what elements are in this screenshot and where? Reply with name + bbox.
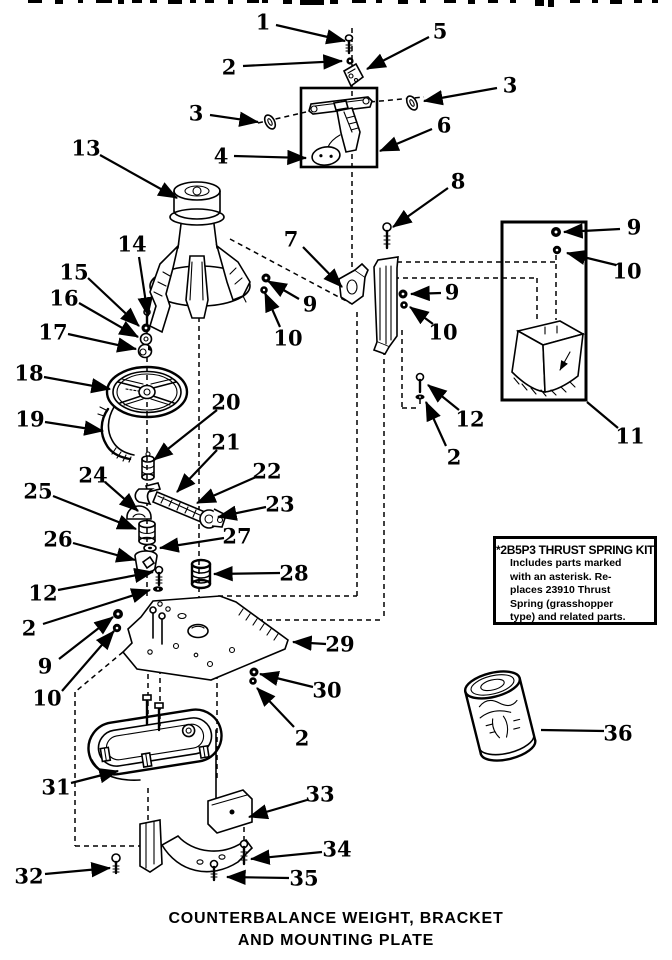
- callout-2-leader: [243, 61, 342, 66]
- callout-27-leader: [160, 538, 224, 548]
- callout-15-number: 15: [59, 259, 89, 285]
- lubricant-can-36: [462, 667, 538, 766]
- callout-10-number: 10: [32, 685, 62, 711]
- callout-29-number: 29: [325, 631, 355, 657]
- pivot-arm-assembly-6: [309, 97, 372, 152]
- callout-24-leader: [105, 482, 138, 511]
- callout-9-number: 9: [444, 279, 460, 305]
- callout-32: [14, 864, 110, 889]
- callout-30-number: 30: [312, 677, 342, 703]
- callout-33-number: 33: [305, 781, 335, 807]
- callout-33-leader: [249, 800, 307, 817]
- kit-note-text-line: type) and related parts.: [510, 611, 626, 623]
- callout-30: [260, 674, 342, 703]
- callout-18-number: 18: [14, 360, 44, 386]
- callout-2: [222, 55, 342, 80]
- counterweight-block-11: [512, 321, 583, 396]
- callout-10-number: 10: [428, 319, 458, 345]
- callout-9-leader: [564, 229, 620, 232]
- callout-21-leader: [177, 450, 217, 492]
- callout-12-leader: [428, 385, 459, 410]
- callout-6: [380, 113, 451, 152]
- washer-16: [141, 334, 152, 345]
- callout-3-leader: [210, 115, 258, 122]
- mounting-clip-5: [344, 64, 363, 86]
- clamp-bracket-7: [339, 264, 368, 304]
- callout-25-leader: [53, 496, 136, 529]
- callout-25-number: 25: [23, 478, 53, 504]
- callout-4-leader: [234, 156, 306, 158]
- callout-2-leader: [43, 590, 150, 624]
- callout-28-leader: [214, 573, 280, 574]
- counterbalance-weight-31: [85, 695, 225, 800]
- callout-19-leader: [45, 422, 103, 431]
- callout-32-leader: [45, 868, 110, 874]
- callout-8-leader: [393, 188, 448, 227]
- callout-22-leader: [197, 477, 256, 503]
- callout-21-number: 21: [211, 429, 241, 455]
- callout-34: [251, 837, 352, 862]
- callout-1-number: 1: [255, 9, 271, 35]
- callout-9-number: 9: [302, 291, 318, 317]
- callout-36-leader: [541, 730, 604, 731]
- callout-7-leader: [303, 247, 342, 287]
- mounting-plate-29: [123, 596, 288, 680]
- callout-35: [227, 866, 319, 891]
- nut-9-channel: [399, 290, 408, 299]
- callout-34-leader: [251, 852, 322, 859]
- callout-2-leader: [257, 688, 294, 727]
- diagram-title-line2: AND MOUNTING PLATE: [237, 932, 435, 949]
- callout-6-leader: [380, 129, 432, 151]
- callout-2-number: 2: [21, 615, 37, 641]
- spring-28: [192, 560, 210, 588]
- callout-35-leader: [227, 877, 289, 878]
- dome-cap-24: [127, 506, 151, 519]
- callout-19-number: 19: [15, 406, 45, 432]
- callout-15-leader: [88, 278, 139, 326]
- callout-30-leader: [260, 674, 313, 687]
- callout-12-number: 12: [28, 580, 58, 606]
- callout-10-number: 10: [273, 325, 303, 351]
- callout-10-leader: [265, 293, 280, 327]
- callout-18: [14, 361, 110, 390]
- callout-16-number: 16: [49, 285, 79, 311]
- cup-26: [135, 551, 157, 572]
- callout-3: [189, 101, 258, 126]
- callout-5-leader: [367, 37, 429, 69]
- callout-18-leader: [44, 377, 110, 389]
- callout-9-leader: [268, 281, 299, 299]
- callout-12-leader: [58, 572, 153, 590]
- callout-14: [117, 232, 148, 317]
- callout-13: [71, 136, 177, 199]
- callout-17-leader: [68, 334, 136, 349]
- kit-note-heading: *2B5P3 THRUST SPRING KIT: [496, 543, 655, 557]
- callout-4: [214, 144, 306, 169]
- washer-10-left: [113, 624, 121, 632]
- callout-22-number: 22: [252, 458, 282, 484]
- pulley-18: [107, 367, 187, 417]
- nut-15: [142, 324, 151, 333]
- diagram-title-line1: COUNTERBALANCE WEIGHT, BRACKET: [168, 910, 504, 927]
- callout-2-number: 2: [294, 725, 310, 751]
- callout-29: [293, 632, 355, 657]
- callout-36-number: 36: [603, 720, 633, 746]
- nut-30: [250, 668, 259, 677]
- callout-3-number: 3: [188, 100, 204, 126]
- callout-29-leader: [293, 642, 326, 644]
- transmission-assembly-13: [150, 182, 271, 332]
- callout-26-number: 26: [43, 526, 73, 552]
- callout-1-leader: [276, 25, 345, 41]
- callout-21: [177, 430, 241, 493]
- thrust-spring-kit-note: [493, 536, 657, 625]
- callout-1: [256, 10, 345, 42]
- kit-note-text-line: Spring (grasshopper: [510, 597, 614, 610]
- nut-9-box: [551, 227, 561, 237]
- callout-10-number: 10: [612, 258, 642, 284]
- callout-6-number: 6: [436, 112, 452, 138]
- callout-23-leader: [218, 507, 266, 517]
- callout-8: [393, 169, 465, 228]
- callout-5-number: 5: [432, 18, 448, 44]
- callout-14-number: 14: [117, 231, 147, 257]
- callout-5: [367, 19, 447, 70]
- bearing-clip-3-left: [263, 113, 278, 130]
- callout-10: [410, 307, 458, 345]
- callout-16-leader: [79, 303, 138, 337]
- callout-11-number: 11: [615, 423, 645, 449]
- callout-20-leader: [154, 410, 217, 460]
- nut-9-left: [113, 609, 123, 619]
- callout-20-number: 20: [211, 389, 241, 415]
- callout-19: [15, 407, 103, 432]
- kit-note-text-line: Includes parts marked: [510, 557, 622, 569]
- bearing-17: [139, 345, 152, 358]
- callout-2: [257, 688, 309, 751]
- callout-11-leader: [587, 402, 618, 428]
- screw-12-right: [416, 374, 425, 400]
- callout-12: [28, 572, 153, 606]
- callout-10: [265, 293, 303, 351]
- callout-4-number: 4: [213, 143, 229, 169]
- channel-bracket: [374, 257, 398, 354]
- callout-28-number: 28: [279, 560, 309, 586]
- callout-9-number: 9: [37, 653, 53, 679]
- callout-26-leader: [73, 543, 135, 560]
- callout-24-number: 24: [78, 462, 108, 488]
- washer-10-box: [553, 246, 561, 254]
- callout-9-number: 9: [626, 214, 642, 240]
- callout-7: [284, 227, 342, 288]
- callout-9: [411, 280, 459, 305]
- callout-13-leader: [100, 155, 177, 198]
- callout-9-leader: [59, 617, 113, 659]
- callout-12-number: 12: [455, 406, 485, 432]
- callout-10: [567, 253, 642, 284]
- callout-2-leader: [426, 402, 446, 446]
- callout-33: [249, 782, 335, 818]
- callout-3: [424, 73, 517, 102]
- callout-14-leader: [139, 257, 148, 316]
- spring-20: [142, 452, 154, 480]
- bolt-34: [241, 841, 248, 865]
- diagram-title: [0, 908, 672, 952]
- callout-31-number: 31: [41, 774, 71, 800]
- callout-28: [214, 561, 309, 586]
- callout-26: [43, 527, 135, 561]
- callout-2-number: 2: [221, 54, 237, 80]
- callout-27-number: 27: [222, 523, 252, 549]
- callout-23-number: 23: [265, 491, 295, 517]
- callout-17: [38, 320, 136, 350]
- bolt-32: [112, 854, 120, 873]
- callout-8-number: 8: [450, 168, 466, 194]
- callout-9: [268, 281, 317, 317]
- washer-10-channel: [400, 301, 408, 309]
- callout-3-leader: [424, 88, 497, 101]
- callout-9-leader: [411, 293, 441, 294]
- support-bracket-33: [140, 790, 252, 872]
- screw-8: [383, 223, 391, 248]
- callout-13-number: 13: [71, 135, 101, 161]
- kit-note-text-line: with an asterisk. Re-: [510, 570, 612, 583]
- washer-2-top: [346, 57, 353, 64]
- page-edge-artifacts: [28, 0, 658, 7]
- callout-32-number: 32: [14, 863, 44, 889]
- callout-34-number: 34: [322, 836, 352, 862]
- callout-7-number: 7: [283, 226, 299, 252]
- callout-24: [78, 463, 138, 512]
- callout-35-number: 35: [289, 865, 319, 891]
- callout-9: [564, 215, 641, 240]
- callout-3-number: 3: [502, 72, 518, 98]
- callout-10-leader: [567, 253, 616, 265]
- kit-note-text-line: places 23910 Thrust: [510, 584, 611, 596]
- callout-11: [587, 402, 645, 449]
- callout-2-number: 2: [446, 444, 462, 470]
- callout-36: [541, 721, 633, 746]
- callout-17-number: 17: [38, 319, 68, 345]
- disc-4: [311, 145, 341, 167]
- callout-31: [41, 771, 118, 800]
- kit-note-body: [496, 557, 654, 625]
- callout-23: [218, 492, 295, 518]
- washer-2-under-30: [249, 677, 257, 685]
